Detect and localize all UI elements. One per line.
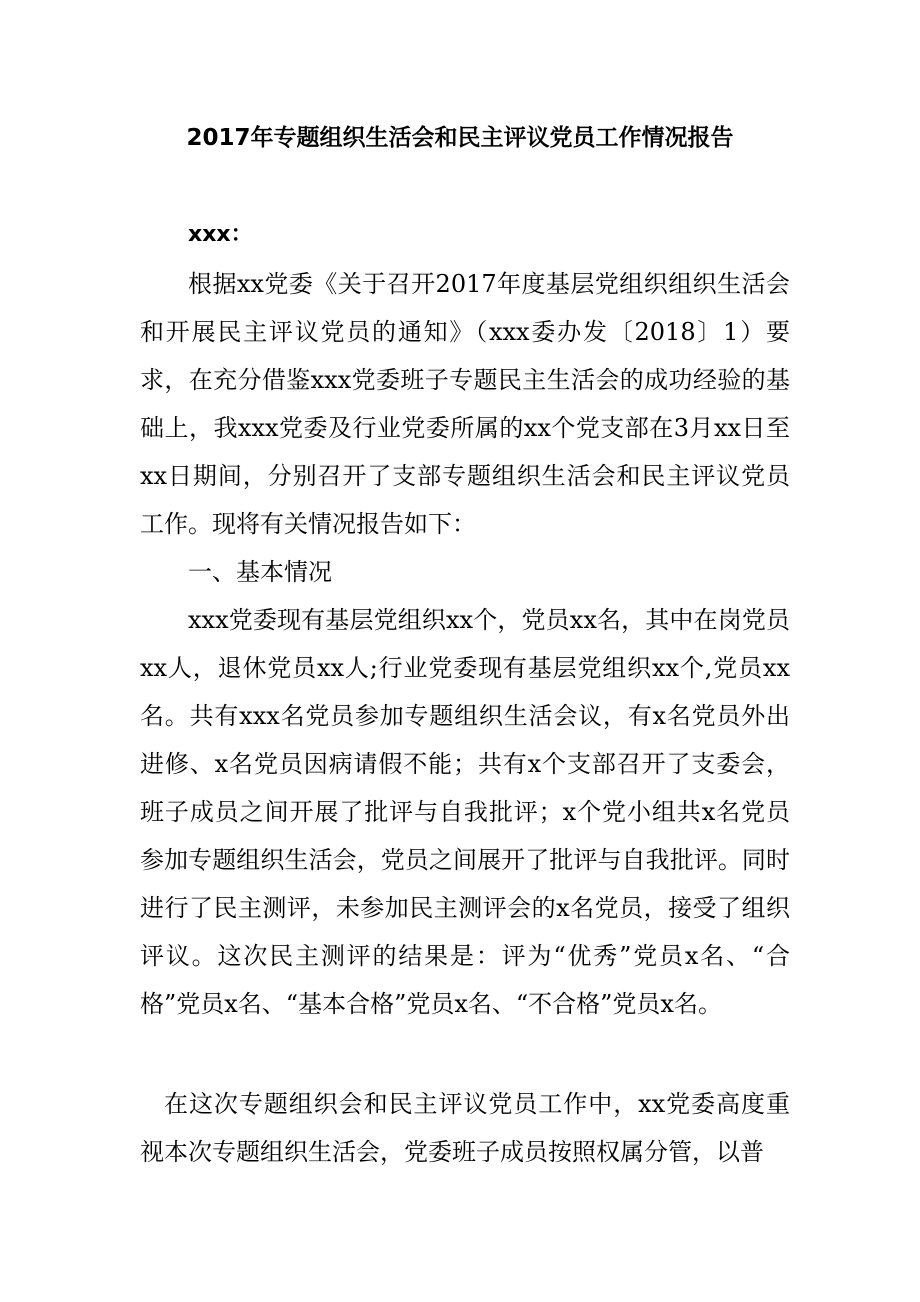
section-heading-basic-situation: 一、基本情况: [188, 558, 332, 586]
paragraph-basic-situation: xxx党委现有基层党组织xx个，党员xx名，其中在岗党员xx人，退休党员xx人;行业党委现有基层党组织xx个,党员xx名。共有xxx名党员参加专题组织生活会议，有x名党员外出进修、x名党员因病请假不能；共有x个支部召开了支委会，班子成员之间开展了批评与自我批评；x个党小组共x名党员参加专题组织生活会，党员之间展开了批评与自我批评。同时进行了民主测评，未参加民主测评会的x名党员，接受了组织评议。这次民主测评的结果是：评为“优秀”党员x名、“合格”党员x名、“基本合格”党员x名、“不合格”党员x名。: [140, 606, 790, 1018]
document-title: 2017年专题组织生活会和民主评议党员工作情况报告: [186, 125, 734, 151]
paragraph-work-details: 在这次专题组织会和民主评议党员工作中，xx党委高度重视本次专题组织生活会，党委班子成员按照权属分管，以普: [140, 1090, 790, 1166]
salutation: xxx：: [188, 222, 253, 247]
paragraph-intro: 根据xx党委《关于召开2017年度基层党组织组织生活会和开展民主评议党员的通知》（xxx委办发〔2018〕1）要求，在充分借鉴xxx党委班子专题民主生活会的成功经验的基础上，我xxx党委及行业党委所属的xx个党支部在3月xx日至xx日期间，分别召开了支部专题组织生活会和民主评议党员工作。现将有关情况报告如下：: [140, 270, 790, 538]
